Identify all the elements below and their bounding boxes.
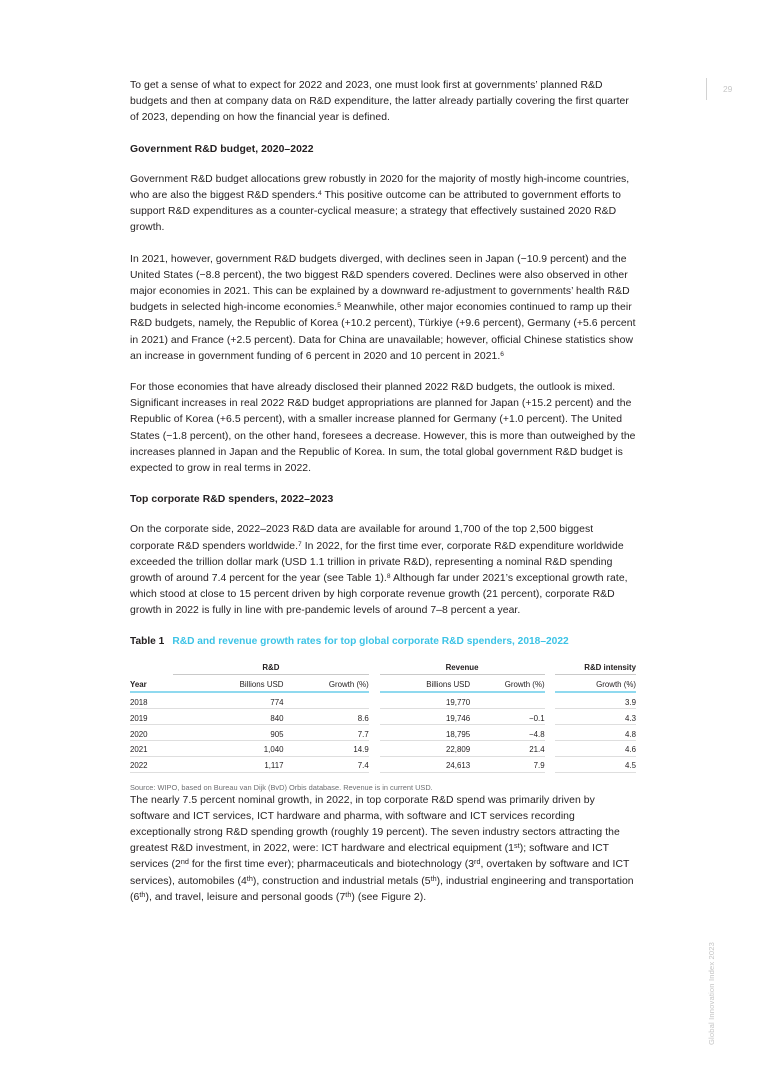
table-1-label: Table 1 bbox=[130, 635, 165, 647]
footnote-marker-8: 8 bbox=[386, 573, 391, 581]
ordinal-1st: st bbox=[514, 841, 520, 851]
column-header-spacer-1 bbox=[369, 674, 380, 691]
cell-intensity: 4.8 bbox=[555, 724, 636, 740]
paragraph-government-1-part-a: Government R&D budget allocations grew robustly in 2020 for the majority of mostly high-income countries, who are also the biggest R&D spenders. bbox=[130, 173, 630, 202]
cell-rd-billions: 1,117 bbox=[173, 756, 283, 772]
table-1-head bbox=[130, 660, 636, 693]
table-row bbox=[130, 756, 636, 772]
footnote-marker-6: 6 bbox=[500, 350, 505, 358]
paragraph-closing-part-d: , overtaken by software and ICT services), automobiles (4 bbox=[130, 859, 630, 887]
page-number: 29 bbox=[723, 84, 733, 94]
cell-year: 2019 bbox=[130, 708, 173, 724]
cell-rd-billions: 1,040 bbox=[173, 740, 283, 756]
cell-spacer-2 bbox=[545, 756, 556, 772]
cell-spacer-2 bbox=[545, 724, 556, 740]
footnote-marker-5: 5 bbox=[337, 302, 341, 310]
ordinal-7th: th bbox=[345, 889, 352, 899]
ordinal-4th: th bbox=[246, 873, 253, 883]
cell-revenue-billions: 24,613 bbox=[380, 756, 471, 772]
cell-spacer-1 bbox=[369, 693, 380, 708]
ordinal-3rd: rd bbox=[474, 857, 481, 867]
paragraph-government-1 bbox=[130, 172, 636, 237]
cell-spacer-2 bbox=[545, 693, 556, 708]
table-1-caption bbox=[130, 635, 636, 649]
paragraph-government-2-part-b: Meanwhile, other major economies continued to ramp up their R&D budgets, namely, the Republic of Korea (+10.2 percent), Türkiye (+9.6 percent), Germany (+5.6 percent in 2021) and France (+2.5 percent). Data for China are unavailable; however, official Chinese statistics show an increase in government funding of 6 percent in 2020 and 10 percent in 2021. bbox=[130, 302, 636, 362]
paragraph-closing-part-f: ), industrial engineering and transportation (6 bbox=[130, 875, 634, 903]
cell-spacer-1 bbox=[369, 740, 380, 756]
cell-rd-growth: 8.6 bbox=[283, 708, 368, 724]
table-1 bbox=[130, 660, 636, 773]
table-row bbox=[130, 708, 636, 724]
text-column bbox=[130, 78, 636, 921]
cell-revenue-growth: −0.1 bbox=[470, 708, 544, 724]
cell-year: 2020 bbox=[130, 724, 173, 740]
paragraph-government-3: For those economies that have already disclosed their planned 2022 R&D budgets, the outlook is mixed. Significant increases in real 2022 R&D budget appropriations are planned for Japan (+15.2 percent) and the Republic of Korea (+6.5 percent), with a smaller increase planned for Germany (+1.0 percent). The United States (−1.8 percent), on the other hand, foresees a decrease. However, this is more than outweighed by the increases planned in Japan and the Republic of Korea. In sum, the total global government R&D budget is expected to grow in real terms in 2022. bbox=[130, 382, 636, 475]
paragraph-intro: To get a sense of what to expect for 2022 and 2023, one must look first at governments’ planned R&D budgets and then at company data on R&D expenditure, the latter already partially covering the first quarter of 2023, depending on how the financial year is defined. bbox=[130, 80, 629, 124]
cell-rd-billions: 905 bbox=[173, 724, 283, 740]
page-folio bbox=[706, 78, 752, 104]
cell-revenue-billions: 18,795 bbox=[380, 724, 471, 740]
group-header-rd-intensity: R&D intensity bbox=[584, 662, 636, 672]
cell-rd-billions: 840 bbox=[173, 708, 283, 724]
column-header-rd-billions: Billions USD bbox=[173, 674, 283, 691]
paragraph-corporate-1-part-a: On the corporate side, 2022–2023 R&D data are available for around 1,700 of the top 2,500 biggest corporate R&D spenders worldwide. bbox=[130, 524, 594, 552]
paragraph-closing-part-e: ), construction and industrial metals (5 bbox=[252, 875, 431, 887]
paragraph-government-2-part-a: In 2021, however, government R&D budgets diverged, with declines seen in Japan (−10.9 percent) and the United States (−8.8 percent), the two biggest R&D spenders covered. Declines were also observed in other major economies in 2021. This can be explained by a downward re-adjustment to governments’ health R&D budgets in selected high-income economies. bbox=[130, 253, 630, 314]
paragraph-closing-part-c: for the first time ever); pharmaceuticals and biotechnology (3 bbox=[188, 859, 475, 871]
table-1-block bbox=[130, 635, 636, 793]
cell-intensity: 4.3 bbox=[555, 708, 636, 724]
cell-intensity: 4.6 bbox=[555, 740, 636, 756]
ordinal-2nd: nd bbox=[180, 857, 189, 867]
cell-revenue-growth: 21.4 bbox=[470, 740, 544, 756]
paragraph-government-2 bbox=[130, 252, 636, 365]
running-head: Global Innovation Index 2023 bbox=[707, 941, 716, 1045]
cell-intensity: 4.5 bbox=[555, 756, 636, 772]
table-row bbox=[130, 724, 636, 740]
paragraph-closing bbox=[130, 793, 636, 906]
cell-rd-growth: 7.4 bbox=[283, 756, 368, 772]
cell-year: 2021 bbox=[130, 740, 173, 756]
cell-rd-growth: 14.9 bbox=[283, 740, 368, 756]
paragraph-corporate-1-part-b: In 2022, for the first time ever, corporate R&D expenditure worldwide exceeded the trillion dollar mark (USD 1.1 trillion in private R&D), representing a nominal R&D spending growth of around 7.4 percent for the year (see Table 1). bbox=[130, 540, 624, 585]
cell-spacer-2 bbox=[545, 740, 556, 756]
table-1-source-note: Source: WIPO, based on Bureau van Dijk (BvD) Orbis database. Revenue is in current USD. bbox=[130, 782, 433, 792]
table-1-group-header-row bbox=[130, 660, 636, 675]
table-1-body bbox=[130, 693, 636, 772]
table-1-title: R&D and revenue growth rates for top global corporate R&D spenders, 2018–2022 bbox=[172, 635, 569, 647]
ordinal-6th: th bbox=[139, 889, 146, 899]
cell-rd-billions: 774 bbox=[173, 693, 283, 708]
cell-year: 2018 bbox=[130, 693, 173, 708]
cell-revenue-growth: −4.8 bbox=[470, 724, 544, 740]
column-header-rd-growth: Growth (%) bbox=[283, 674, 368, 691]
paragraph-corporate-1 bbox=[130, 522, 636, 619]
paragraph-closing-part-h: ) (see Figure 2). bbox=[351, 891, 427, 903]
paragraph-closing-part-a: The nearly 7.5 percent nominal growth, in 2022, in top corporate R&D spend was primarily driven by software and ICT services, ICT hardware and pharma, with software and ICT services recording exceptionally strong R&D spending growth (roughly 19 percent). The seven industry sectors attracting the greatest R&D investment, in 2022, were: ICT hardware and electrical equipment (1 bbox=[130, 794, 620, 855]
table-1-column-header-row bbox=[130, 674, 636, 691]
group-header-spacer-1 bbox=[369, 660, 380, 675]
cell-revenue-growth: 7.9 bbox=[470, 756, 544, 772]
footnote-marker-7: 7 bbox=[298, 540, 302, 548]
column-header-spacer-2 bbox=[545, 674, 556, 691]
heading-government-rd-budget: Government R&D budget, 2020–2022 bbox=[130, 143, 314, 155]
cell-intensity: 3.9 bbox=[555, 693, 636, 708]
paragraph-government-1-part-b: This positive outcome can be attributed to government efforts to support R&D expenditures as a counter-cyclical measure; a strategy that effectively sustained 2020 R&D growth. bbox=[130, 190, 621, 234]
group-header-spacer-2 bbox=[545, 660, 556, 675]
cell-rd-growth bbox=[283, 693, 368, 708]
column-header-year: Year bbox=[130, 679, 147, 689]
group-header-blank bbox=[130, 660, 173, 675]
cell-revenue-billions: 19,746 bbox=[380, 708, 471, 724]
column-header-intensity-growth: Growth (%) bbox=[555, 674, 636, 691]
paragraph-closing-part-b: ); software and ICT services (2 bbox=[130, 843, 609, 871]
heading-top-corporate-rd-spenders: Top corporate R&D spenders, 2022–2023 bbox=[130, 494, 334, 506]
cell-year: 2022 bbox=[130, 756, 173, 772]
cell-spacer-1 bbox=[369, 708, 380, 724]
group-header-revenue: Revenue bbox=[445, 662, 479, 672]
group-header-rd: R&D bbox=[262, 662, 280, 672]
cell-spacer-1 bbox=[369, 756, 380, 772]
paragraph-closing-part-g: ), and travel, leisure and personal goods (7 bbox=[145, 891, 346, 903]
table-row bbox=[130, 740, 636, 756]
footnote-marker-4: 4 bbox=[317, 190, 322, 198]
paragraph-corporate-1-part-c: Although far under 2021’s exceptional growth rate, which stood at close to 15 percent driven by high corporate revenue growth (21 percent), corporate R&D growth in 2022 is fully in line with pre-pandemic levels of around 7–8 percent a year. bbox=[130, 573, 628, 617]
cell-spacer-2 bbox=[545, 708, 556, 724]
cell-revenue-billions: 22,809 bbox=[380, 740, 471, 756]
table-row bbox=[130, 693, 636, 708]
folio-rule bbox=[706, 78, 707, 100]
ordinal-5th: th bbox=[430, 873, 437, 883]
column-header-revenue-billions: Billions USD bbox=[380, 674, 471, 691]
cell-revenue-growth bbox=[470, 693, 544, 708]
cell-spacer-1 bbox=[369, 724, 380, 740]
column-header-revenue-growth: Growth (%) bbox=[470, 674, 544, 691]
cell-revenue-billions: 19,770 bbox=[380, 693, 471, 708]
cell-rd-growth: 7.7 bbox=[283, 724, 368, 740]
